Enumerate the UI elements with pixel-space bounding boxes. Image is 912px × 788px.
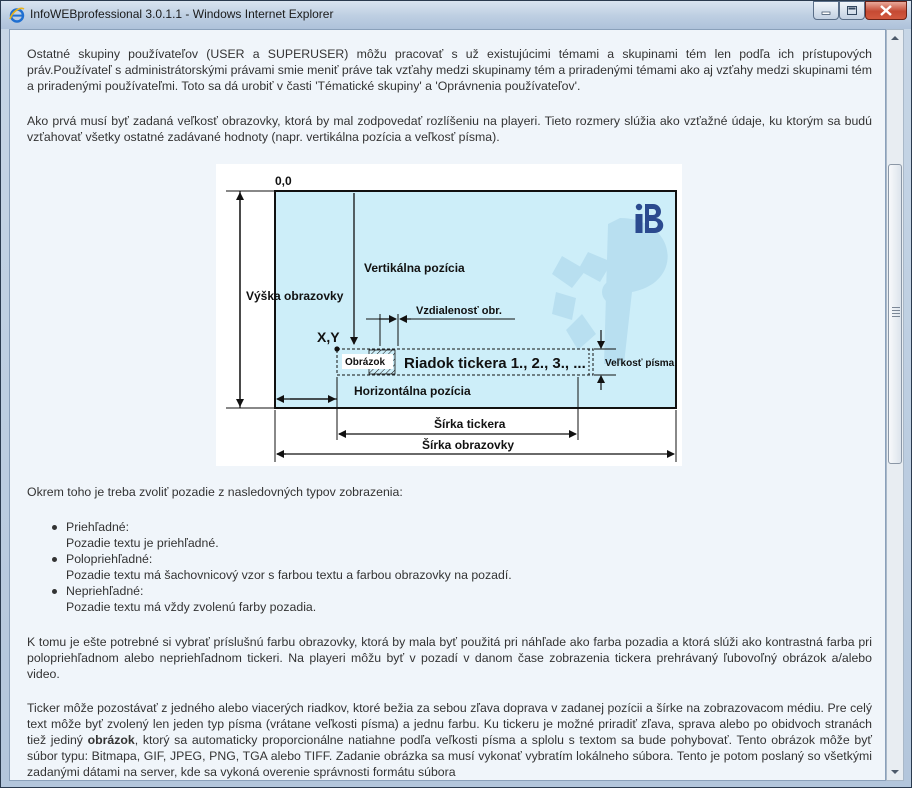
thumb-grip-line: [892, 307, 900, 308]
close-icon: [866, 2, 906, 19]
option-title: Priehľadné:: [66, 520, 130, 534]
font-size-label: Veľkosť písma: [605, 358, 675, 369]
minimize-icon: [814, 2, 838, 19]
maximize-button[interactable]: [839, 1, 865, 20]
thumb-grip-line: [892, 316, 900, 317]
ticker-width-label: Šírka tickera: [434, 417, 506, 431]
scroll-up-arrow-icon[interactable]: [887, 30, 903, 46]
scroll-down-arrow-icon[interactable]: [887, 764, 903, 780]
paragraph-permissions: Ostatné skupiny používateľov (USER a SUPERUSER) môžu pracovať s už existujúcimi témami a skupinami tém len podľa ich prístupových práv.Používateľ s administrátorskými právami smie meniť práve tak vzťahy medzi skupinamy tém a priradenými témami ako aj vzťahy medzi skupinami tém a priradenými používateľmi. Toto sa dá urobiť v časti 'Tématické skupiny' a 'Oprávnenia používateľov'.: [27, 47, 872, 94]
option-title: Polopriehľadné:: [66, 552, 153, 566]
page-content: [9, 29, 886, 781]
internet-explorer-icon: [9, 7, 25, 23]
bullet-dot: [52, 525, 57, 530]
option-semi-transparent: [66, 551, 866, 583]
ticker-text-part1: Ticker môže pozostávať z jedného alebo viacerých riadkov, ktoré bežia za sebou zľava doprava v zadanej pozícii a šírke na zobrazovacom médiu. Pre celý text môže byť zvolený len jeden typ písma (vrátane veľkosti písma) a jednu farbu. Ku tickeru je možné priradiť zľava, sprava alebo po obidvoch stranách tiež jediný: [27, 701, 872, 748]
ticker-line-label: Riadok tickera 1., 2., 3., ...: [404, 355, 586, 372]
image-distance-label: Vzdialenosť obr.: [416, 305, 502, 317]
paragraph-background-intro: Okrem toho je treba zvoliť pozadie z nasledovných typov zobrazenia:: [27, 485, 403, 499]
screen-width-label: Šírka obrazovky: [422, 438, 515, 452]
horizontal-position-label: Horizontálna pozícia: [354, 384, 471, 398]
thumb-grip-line: [892, 313, 900, 314]
paragraph-screen-size: Ako prvá musí byť zadaná veľkosť obrazovky, ktorá by mal zodpovedať rozlíšeniu na playeri. Tieto rozmery slúžia ako vzťažné údaje, ku ktorým sa budú vzťahovať všetky ostatné zadávané hodnoty (napr. vertikálna pozícia a veľkosť písma).: [27, 114, 872, 145]
image-label: Obrázok: [345, 357, 386, 368]
option-description: Pozadie textu má vždy zvolenú farby pozadia.: [66, 600, 317, 615]
title-bar[interactable]: [1, 1, 911, 29]
ticker-text-bold: obrázok: [87, 733, 135, 748]
option-opaque: [66, 583, 866, 615]
option-description: Pozadie textu má šachovnicový vzor s farbou textu a farbou obrazovky na pozadí.: [66, 568, 512, 583]
maximize-icon: [840, 2, 864, 19]
ticker-layout-diagram: [216, 164, 682, 466]
ticker-text-part2: , ktorý sa automaticky proporcionálne natiahne podľa veľkosti písma a splolu s textom sa bude pohybovať. Tento obrázok môže byť súbor typu: Bitmapa, GIF, JPEG, PNG, TGA alebo TIFF. Zadanie obrázka sa musí vykonať vybratím lokálneho súbora. Tento je potom poslaný so všetkými zadanými dátami na server, kde sa vykoná overenie správnosti formátu súbora: [27, 733, 872, 780]
origin-label: 0,0: [275, 174, 292, 188]
minimize-button[interactable]: [813, 1, 839, 20]
paragraph-ticker-description: [27, 700, 872, 780]
vertical-position-label: Vertikálna pozícia: [364, 261, 465, 275]
option-description: Pozadie textu je priehľadné.: [66, 536, 219, 551]
bullet-dot: [52, 557, 57, 562]
bullet-dot: [52, 589, 57, 594]
window-title: InfoWEBprofessional 3.0.1.1 - Windows Internet Explorer: [30, 7, 334, 21]
option-transparent: [66, 519, 866, 551]
option-title: Nepriehľadné:: [66, 584, 144, 598]
paragraph-screen-color: K tomu je ešte potrebné si vybrať príslušnú farbu obrazovky, ktorá by mala byť použitá pri náhľade ako farba pozadia a ktorá slúži ako kontrastná farba pri polopriehľadnom alebo nepriehľadnom tickeri. Na playeri môžu byť v pozadí v danom čase zobrazenia tickera prehrávaný ľubovoľný obrázok a/alebo video.: [27, 635, 872, 682]
xy-label: X,Y: [317, 329, 340, 345]
scrollbar-thumb[interactable]: [888, 164, 902, 464]
close-button[interactable]: [865, 1, 907, 20]
thumb-grip-line: [892, 310, 900, 311]
vertical-scrollbar[interactable]: [886, 29, 904, 781]
screen-height-label: Výška obrazovky: [246, 289, 344, 303]
